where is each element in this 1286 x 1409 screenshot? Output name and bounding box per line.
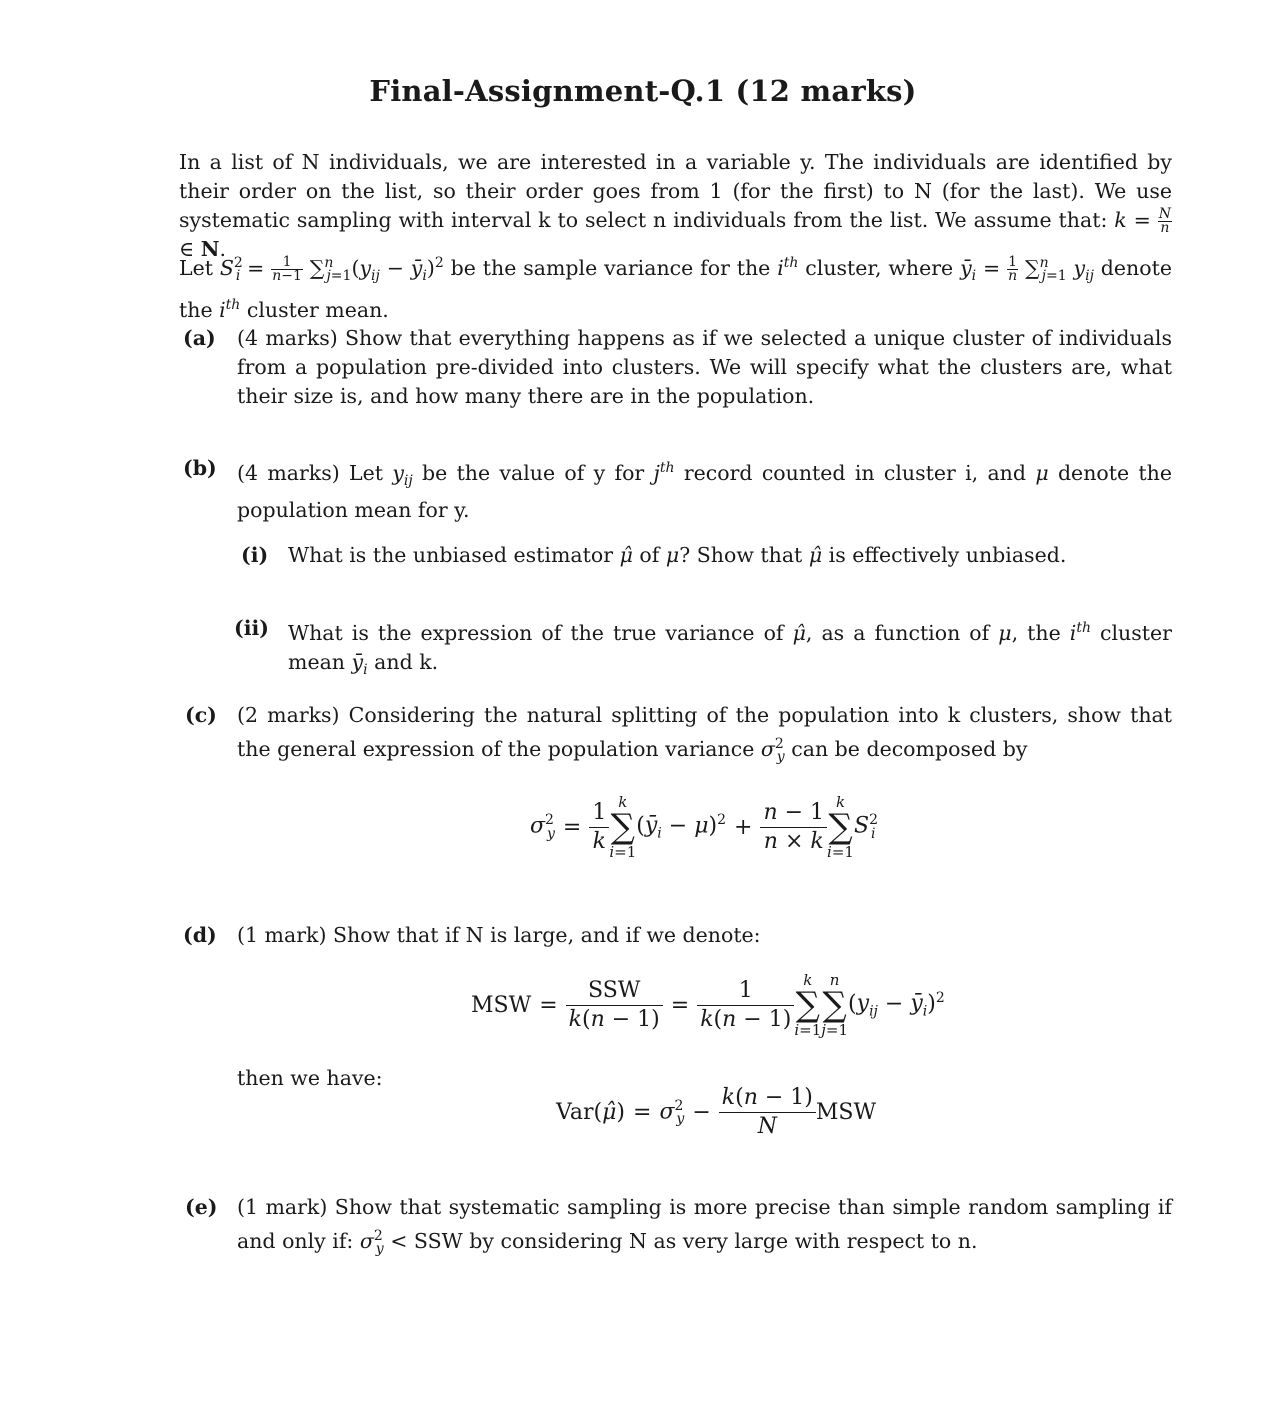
part-b-label: (b) <box>183 456 217 480</box>
part-a-label: (a) <box>183 326 216 350</box>
var-symbol: Var <box>556 1100 594 1125</box>
let-text-2: be the sample variance for the <box>450 255 771 280</box>
part-c-text: (2 marks) Considering the natural splitting of the population into k clusters, show that the general expression of the population variance $\sigma^2_y$ can be decomposed by <box>237 703 1172 765</box>
part-b-ii <box>234 614 1172 678</box>
let-text-5: cluster mean. <box>246 297 389 322</box>
let-text-4: denote the <box>179 255 1172 322</box>
let-text-3: cluster, where <box>805 255 954 280</box>
let-text: Let <box>179 255 213 280</box>
part-b-i-text: What is the unbiased estimator μ̂ of μ? Show that μ̂ is effectively unbiased. <box>288 543 1067 567</box>
part-b-text: (4 marks) Let $y_{ij}$ be the value of y for $j^{th}$ record counted in cluster i, and μ denote the population mean for y. <box>237 460 1172 522</box>
part-d-text: (1 mark) Show that if N is large, and if we denote: <box>237 923 761 947</box>
variance-equation: Var(μ̂) = $\sigma^2_y$ − $\frac{k(n - 1)}{N}$ MSW <box>556 1085 877 1139</box>
part-e-text: (1 mark) Show that systematic sampling is more precise than simple random sampling if and only if: $\sigma^2_y$ < SSW by considering N as very large with respect to n. <box>237 1195 1172 1257</box>
page-title: Final-Assignment-Q.1 (12 marks) <box>369 74 917 108</box>
ssw-symbol: SSW <box>566 977 663 1006</box>
part-b-ii-text: What is the expression of the true variance of μ̂, as a function of μ, the $i^{th}$ cluster mean $ȳ_i$ and k. <box>288 620 1172 678</box>
part-a-text: (4 marks) Show that everything happens as if we selected a unique cluster of individuals from a population pre-divided into clusters. We will specify what the clusters are, what their size is, and how many there are in the population. <box>237 326 1172 408</box>
intro-paragraph: In a list of N individuals, we are interested in a variable y. The individuals are identified by their order on the list, so their order goes from 1 (for the first) to N (for the last). We use systematic sampling with interval k to select n individuals from the list. We assume that: k = $\frac{N}{n}$ ∈ N. <box>179 150 1172 261</box>
part-e <box>179 1193 1172 1257</box>
msw-symbol-2: MSW <box>815 1100 877 1125</box>
intro-text: In a list of N individuals, we are interested in a variable y. The individuals are identified by their order on the list, so their order goes from 1 (for the first) to N (for the last). We use systematic sampling with interval k to select n individuals from the list. We assume that: <box>179 150 1172 232</box>
part-c-label: (c) <box>185 703 217 727</box>
part-c <box>179 701 1172 765</box>
variance-decomposition-equation: $\sigma^2_y$ = $\frac{1}{k}$ k ∑ i=1 $(ȳ_i - \mu)^2$ + $\frac{n - 1}{n \times k}$ k ∑ i=1 $S^2_i$ <box>530 793 878 861</box>
part-d-label: (d) <box>183 923 217 947</box>
sample-variance-paragraph: Let $S^2_i$ = $\frac{1}{n-1}$ $\sum^n_{j=1}(y_{ij}$ − $ȳ_i)^2$ be the sample variance for the $i^{th}$ cluster, where $ȳ_i$ = $\frac{1}{n}$ ∑$^n_{j=1}$ $y_{ij}$ denote the $i^{th}$ cluster mean. <box>179 253 1172 322</box>
part-b <box>179 454 1172 522</box>
part-a <box>179 324 1172 414</box>
part-d <box>179 921 1172 951</box>
then-we-have: then we have: <box>237 1066 383 1090</box>
part-b-i <box>241 541 1176 571</box>
msw-symbol: MSW <box>471 992 532 1018</box>
part-b-i-label: (i) <box>241 543 269 567</box>
part-b-ii-label: (ii) <box>234 616 269 640</box>
part-e-label: (e) <box>185 1195 218 1219</box>
msw-equation: MSW = $\frac{\text{SSW}}{k(n - 1)}$ = $\frac{1}{k(n - 1)}$ k ∑ i=1 n ∑ j=1 ($y_{ij}$ − $ȳ_i)^2$ <box>471 971 945 1039</box>
